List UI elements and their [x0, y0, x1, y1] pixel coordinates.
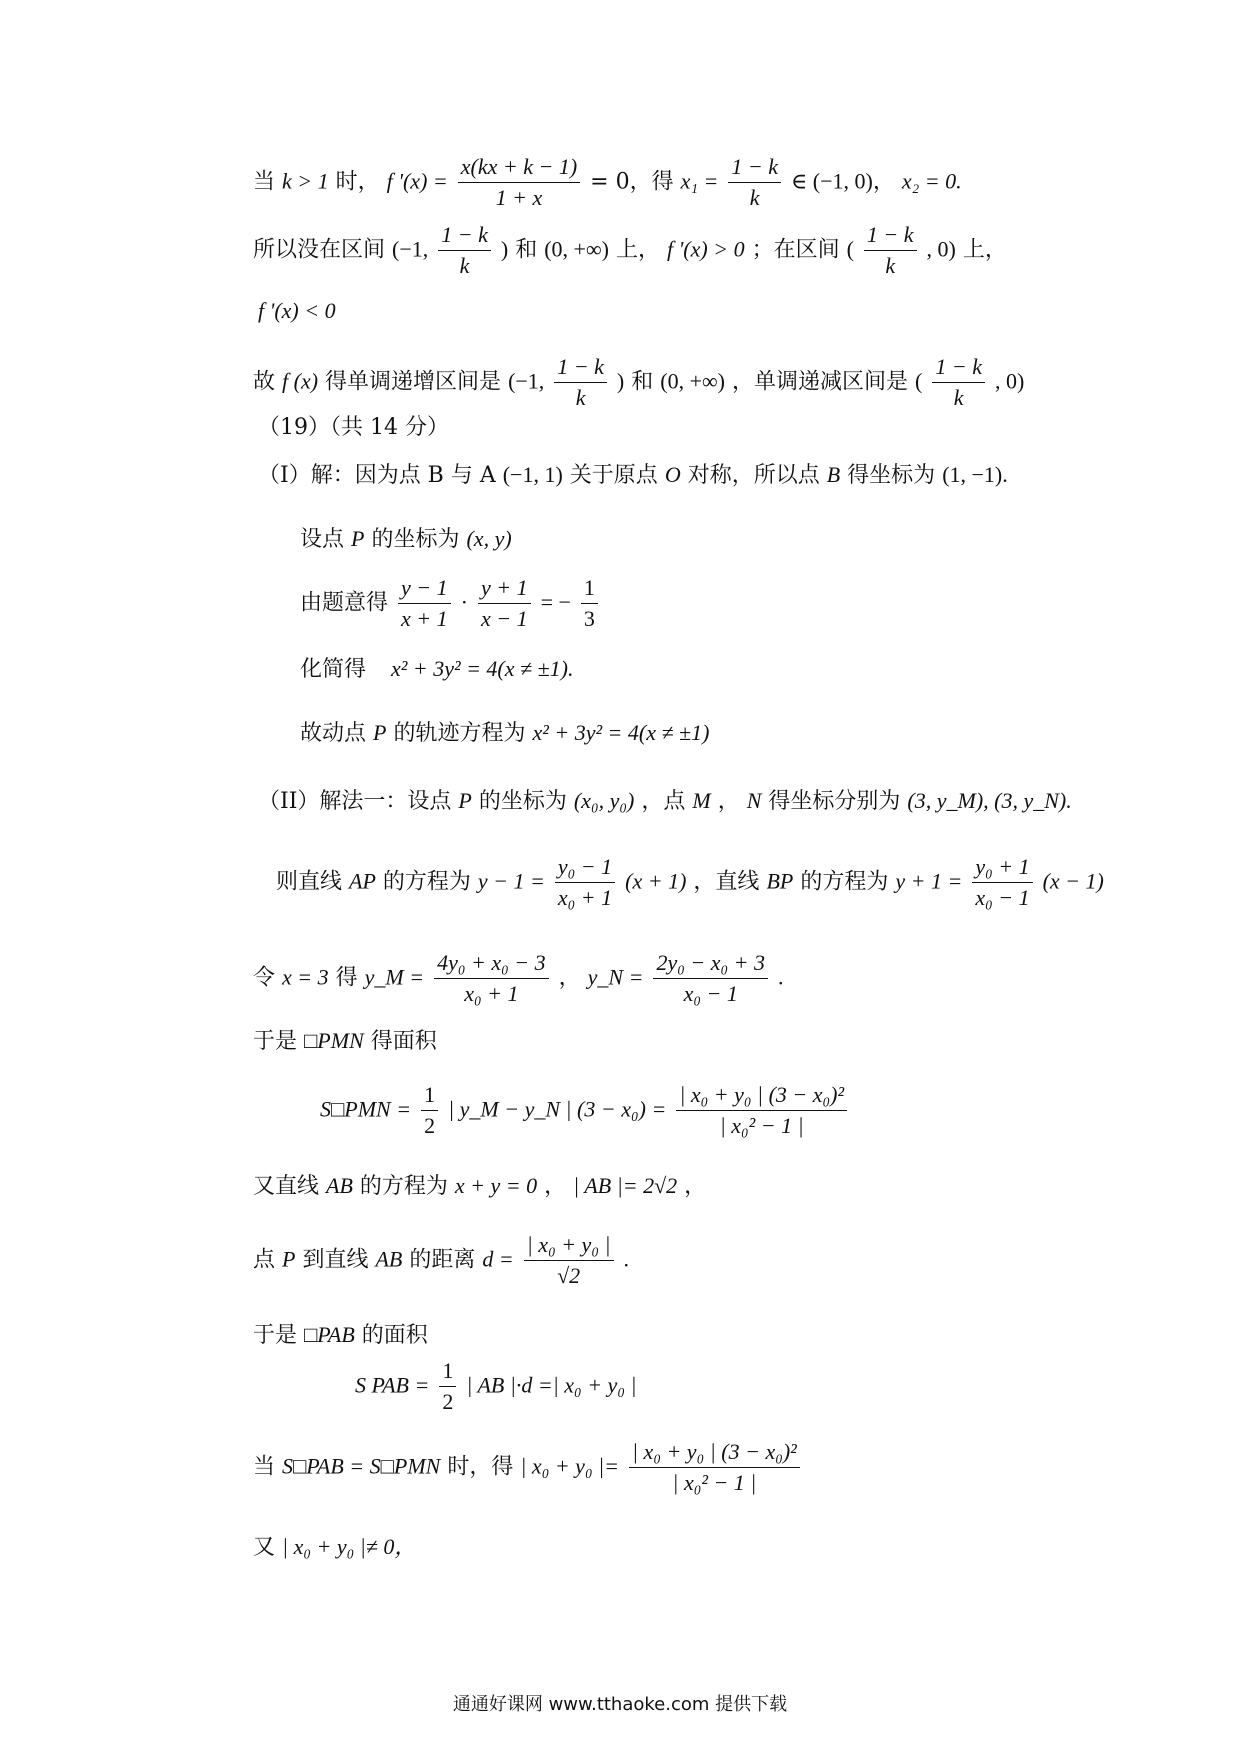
math: y_M =: [364, 964, 425, 990]
math: AP: [349, 868, 376, 894]
math: S□PAB = S□PMN: [282, 1453, 441, 1479]
math: (x₀, y₀): [573, 788, 635, 813]
math: , 0): [926, 236, 956, 262]
math: S PAB =: [355, 1372, 430, 1398]
text: 和: [631, 369, 654, 395]
math: | x₀ + y₀ |=: [520, 1453, 619, 1479]
math: AB: [326, 1173, 353, 1198]
math: (: [915, 368, 923, 394]
text: （II）解法一：设点: [258, 789, 452, 814]
fraction: $\frac{1 - k}{k}$: [728, 152, 781, 213]
text: 关于原点: [569, 463, 658, 488]
text: 于是: [253, 1323, 298, 1348]
math: | y_M − y_N | (3 − x₀) =: [448, 1096, 667, 1122]
text: 故动点: [300, 721, 367, 746]
line-nonzero-condition: [253, 1532, 416, 1563]
line-set-point-p: [300, 524, 512, 555]
text: 上，: [962, 237, 1007, 263]
fraction: $\frac{\text{| x₀ + y₀ | (3 − x₀)²}}{\text{| x₀² − 1 |}}$: [629, 1437, 800, 1498]
math: f '(x) =: [386, 168, 448, 194]
line-area-pmn-formula: [320, 1080, 850, 1141]
fraction: $\frac{y - 1}{x + 1}$: [398, 573, 451, 634]
math: x² + 3y² = 4(x ≠ ±1): [532, 720, 710, 745]
math: x₂ = 0.: [901, 168, 962, 194]
math: y + 1 =: [895, 868, 963, 894]
line-part-1-intro: [258, 460, 1008, 491]
line-distance-p-ab: [253, 1230, 629, 1291]
text: 令: [253, 965, 276, 991]
text: ，: [717, 789, 740, 814]
fraction: $\frac{\text{y₀ + 1}}{\text{x₀ − 1}}$: [972, 852, 1032, 913]
fraction: $\frac{1}{2}$: [421, 1080, 438, 1141]
math: ): [616, 368, 625, 394]
fraction: $\frac{y + 1}{x - 1}$: [478, 573, 531, 634]
fraction: $\frac{1}{3}$: [581, 573, 598, 634]
text: 设点: [300, 527, 345, 552]
text: 的距离: [409, 1247, 476, 1273]
fraction: $\frac{\text{4y₀ + x₀ − 3}}{\text{x₀ + 1}}$: [434, 948, 549, 1009]
text: 得坐标为: [847, 463, 936, 488]
math: □PMN: [304, 1028, 364, 1053]
math: ∈ (−1, 0)，: [790, 168, 895, 194]
line-intervals: [253, 220, 1007, 281]
math: = −: [540, 589, 571, 615]
math: P: [373, 720, 387, 745]
line-lines-ap-bp: [276, 852, 1104, 913]
line-let-x-3: [253, 948, 783, 1009]
math: S□PMN =: [320, 1096, 412, 1122]
math: (0, +∞): [544, 236, 609, 262]
text: 的方程为: [359, 1174, 448, 1199]
text: 上，: [615, 237, 660, 263]
line-areas-equal: [253, 1437, 803, 1498]
line-derivative-negative: [258, 296, 336, 327]
text: 又: [253, 1535, 276, 1560]
fraction: $\frac{1}{2}$: [439, 1356, 456, 1417]
math: | x₀ + y₀ |≠ 0，: [282, 1534, 417, 1559]
math: O: [664, 462, 681, 487]
text: 时，得: [447, 1454, 514, 1480]
math: f '(x) < 0: [258, 298, 336, 323]
text: 得面积: [370, 1029, 437, 1054]
math: (−1,: [508, 368, 545, 394]
text: 得坐标分别为: [768, 789, 901, 814]
math: (−1,: [392, 236, 429, 262]
math: | AB |= 2√2: [573, 1173, 678, 1198]
math: AB: [375, 1246, 403, 1272]
text: 时，: [335, 169, 380, 195]
math: x = 3: [282, 964, 329, 990]
math: P: [282, 1246, 296, 1272]
text: 故: [253, 369, 276, 395]
line-area-pab-label: [253, 1320, 428, 1351]
text: 又直线: [253, 1174, 320, 1199]
math: N: [746, 788, 762, 813]
line-locus-equation: [300, 718, 709, 749]
fraction: $\frac{1 - k}{k}$: [932, 352, 985, 413]
text: 的方程为: [800, 869, 889, 895]
math: x² + 3y² = 4(x ≠ ±1).: [391, 656, 574, 681]
math: f '(x) > 0: [666, 236, 745, 262]
fraction: $\frac{\text{2y₀ − x₀ + 3}}{\text{x₀ − 1}}$: [653, 948, 768, 1009]
text: 则直线: [276, 869, 343, 895]
math: P: [351, 526, 365, 551]
math: | AB |·d =| x₀ + y₀ |: [466, 1372, 637, 1398]
math: (−1, 1): [502, 462, 563, 487]
math: (x − 1): [1042, 868, 1104, 894]
math: x + y = 0: [454, 1173, 538, 1198]
text: 于是: [253, 1029, 298, 1054]
math: (x + 1): [625, 868, 687, 894]
text: （I）解：因为点 B 与 A: [258, 463, 496, 488]
math: d =: [482, 1246, 514, 1272]
text: ，点: [641, 789, 686, 814]
text: 的面积: [361, 1323, 428, 1348]
line-line-ab: [253, 1171, 706, 1202]
line-slope-condition: [300, 573, 601, 634]
math: □PAB: [304, 1322, 355, 1347]
line-problem-19-header: [258, 413, 449, 443]
text: 的坐标为: [371, 527, 460, 552]
text: ，单调递减区间是: [732, 369, 909, 395]
text: ，: [544, 1174, 567, 1199]
fraction: $\frac{\text{| x₀ + y₀ |}}{√2}$: [524, 1230, 614, 1291]
math: k > 1: [282, 168, 329, 194]
math: y_N =: [587, 964, 644, 990]
math: y − 1 =: [477, 868, 545, 894]
fraction: $\frac{1 - k}{k}$: [554, 352, 607, 413]
math: (0, +∞): [660, 368, 726, 394]
text: 得单调递增区间是: [325, 369, 502, 395]
fraction: $\frac{x(kx + k - 1)}{1 + x}$: [458, 152, 580, 213]
text: 化简得: [300, 657, 367, 682]
math: (: [846, 236, 854, 262]
math: ): [500, 236, 509, 262]
text: 对称，所以点: [687, 463, 820, 488]
math: .: [777, 964, 784, 990]
math: P: [458, 788, 472, 813]
math: (3, y_M), (3, y_N).: [907, 788, 1072, 813]
line-simplified: [300, 654, 574, 685]
text: 当: [253, 169, 276, 195]
math: .: [623, 1246, 630, 1272]
math: B: [826, 462, 841, 487]
line-area-pmn-label: [253, 1026, 437, 1057]
math: ·: [460, 589, 468, 615]
footer-download-notice: 通通好课网 www.tthaoke.com 提供下载: [452, 1694, 788, 1715]
math: M: [692, 788, 711, 813]
text: 的方程为: [382, 869, 471, 895]
line-area-pab-formula: [355, 1356, 637, 1417]
text: 的轨迹方程为: [393, 721, 526, 746]
fraction: $\frac{1 - k}{k}$: [864, 220, 917, 281]
math: BP: [766, 868, 794, 894]
math: (x, y): [466, 526, 512, 551]
line-derivative-k-gt-1: [253, 152, 962, 213]
text: 当: [253, 1454, 276, 1480]
fraction: $\frac{\text{| x₀ + y₀ | (3 − x₀)²}}{\text{| x₀² − 1 |}}$: [676, 1080, 847, 1141]
text: （19）（共 14 分）: [258, 415, 449, 440]
text: 由题意得: [300, 590, 389, 616]
text: = 0，得: [590, 169, 674, 195]
text: 和: [515, 237, 538, 263]
math: , 0): [994, 368, 1025, 394]
text: 的坐标为: [478, 789, 567, 814]
fraction: $\frac{\text{y₀ − 1}}{\text{x₀ + 1}}$: [555, 852, 615, 913]
math: f (x): [282, 368, 319, 394]
fraction: $\frac{1 - k}{k}$: [438, 220, 491, 281]
text: 到直线: [302, 1247, 369, 1273]
text: 得: [335, 965, 358, 991]
text: 点: [253, 1247, 276, 1273]
line-monotonic-intervals: [253, 352, 1024, 413]
text: ，直线: [693, 869, 760, 895]
line-part-2-intro: [258, 786, 1072, 817]
text: ，: [684, 1174, 707, 1199]
math: x₁ =: [680, 168, 719, 194]
text: ，: [558, 965, 581, 991]
text: ；在区间: [751, 237, 840, 263]
text: 所以没在区间: [253, 237, 386, 263]
math: (1, −1).: [942, 462, 1008, 487]
